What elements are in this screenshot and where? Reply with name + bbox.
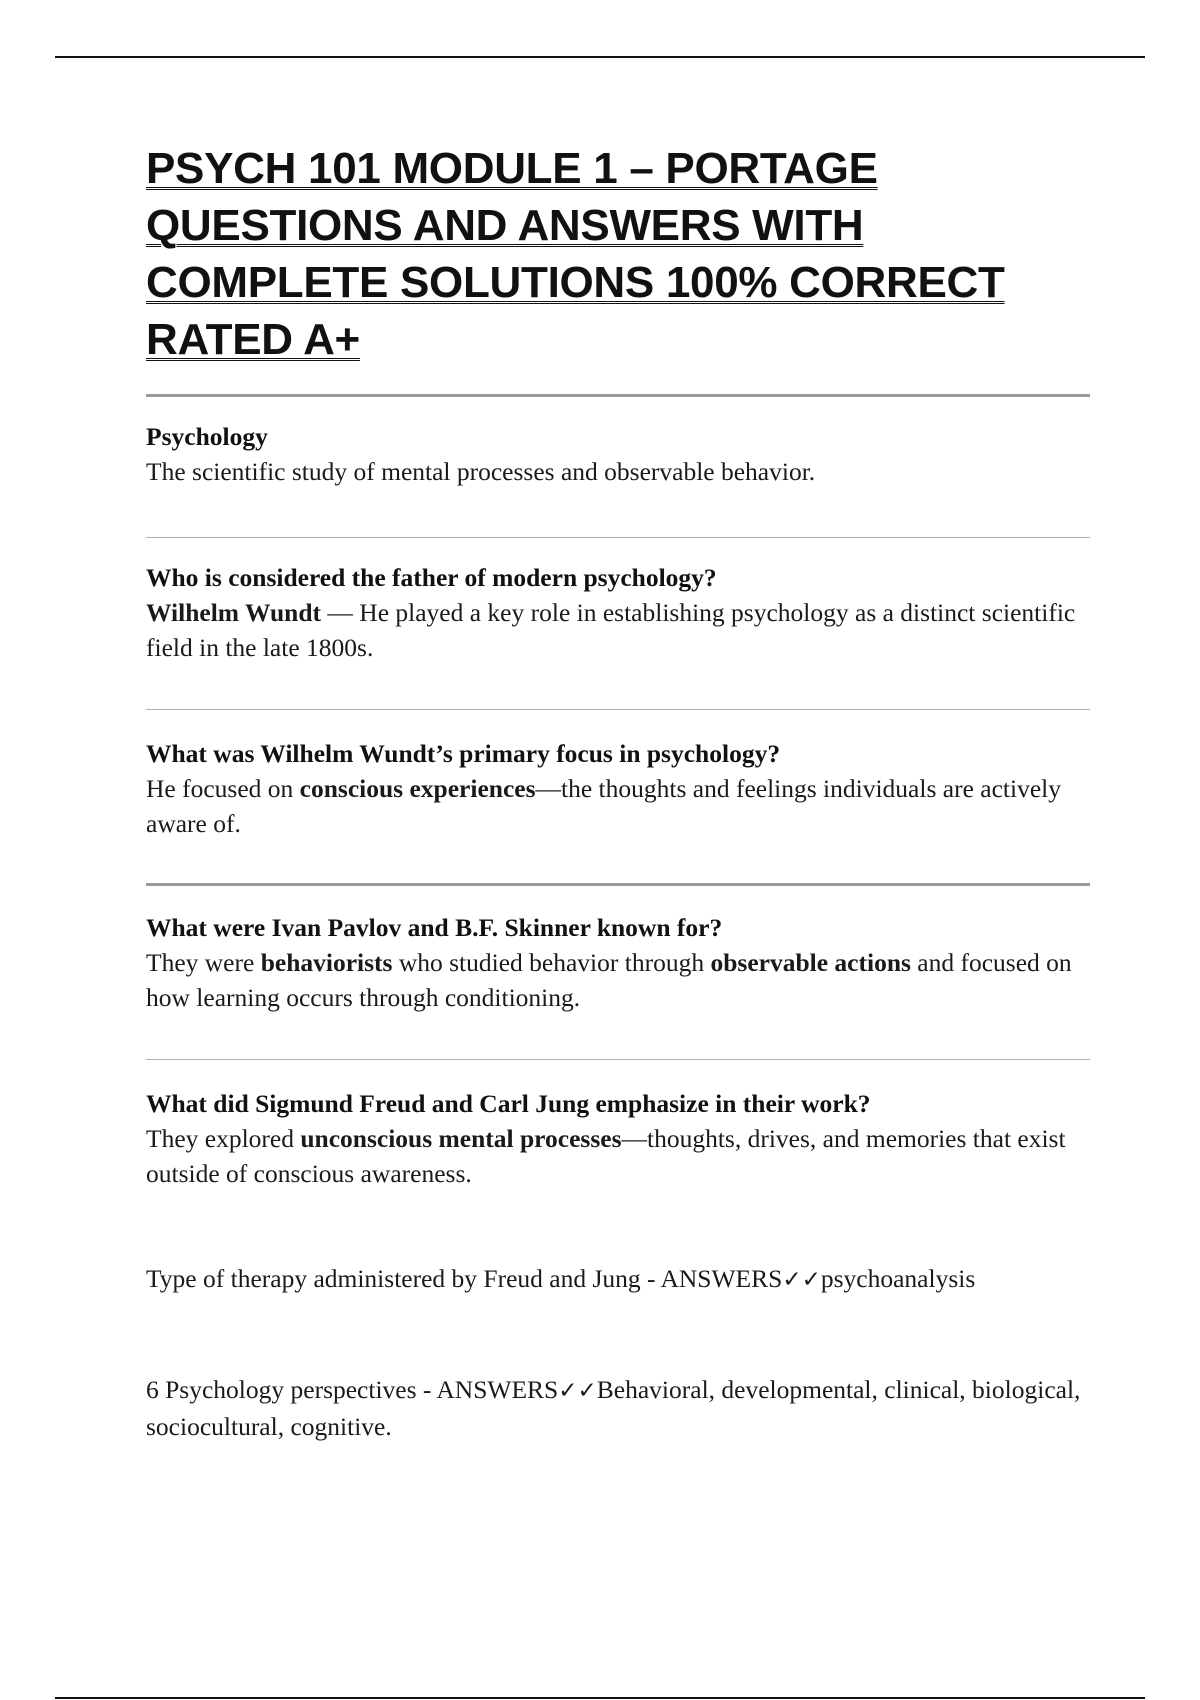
answer-text: — He played a key role in establishing psychology as a distinct scientific field in the late 1800s.	[146, 598, 1076, 662]
entry-psychology	[146, 419, 1090, 489]
answer-text: They explored	[146, 1124, 301, 1153]
answer-text: They were	[146, 948, 261, 977]
entry-pavlov-skinner	[146, 910, 1090, 1015]
answer-text: who studied behavior through	[392, 948, 711, 977]
answer-text: —the thoughts and feelings individuals are actively aware of.	[146, 774, 1061, 838]
question: Who is considered the father of modern psychology?	[146, 563, 717, 592]
answer	[146, 945, 1090, 1015]
document-body	[146, 140, 1090, 1444]
definition: The scientific study of mental processes and observable behavior.	[146, 457, 816, 486]
entry-father-of-psychology	[146, 560, 1090, 665]
plain-item-therapy	[146, 1261, 1090, 1298]
document-title: PSYCH 101 MODULE 1 – PORTAGE QUESTIONS AND ANSWERS WITH COMPLETE SOLUTIONS 100% CORRECT RATED A+	[146, 144, 1005, 364]
answer-text: He focused on	[146, 774, 300, 803]
answer	[146, 595, 1090, 665]
term: Psychology	[146, 422, 268, 451]
answer-text: —thoughts, drives, and memories that exist outside of conscious awareness.	[146, 1124, 1066, 1188]
answer	[146, 1121, 1090, 1191]
entry-separator	[146, 537, 1090, 538]
answer-bold: unconscious mental processes	[300, 1124, 622, 1153]
entry-separator	[146, 1059, 1090, 1060]
answer-bold: conscious experiences	[299, 774, 536, 803]
entry-wundt-focus	[146, 736, 1090, 841]
answer-bold: observable actions	[710, 948, 911, 977]
page-top-rule	[55, 56, 1145, 58]
plain-answer: Behavioral, developmental, clinical, biological, sociocultural, cognitive.	[146, 1375, 1081, 1441]
entry-separator	[146, 709, 1090, 710]
entry-separator	[146, 883, 1090, 886]
answer-text: and focused on how learning occurs through conditioning.	[146, 948, 1072, 1012]
answer-bold: behaviorists	[260, 948, 393, 977]
page-bottom-rule	[55, 1697, 1145, 1699]
check-icon: ✓✓	[558, 1378, 597, 1404]
answer-bold: Wilhelm Wundt	[146, 598, 322, 627]
question: What did Sigmund Freud and Carl Jung emphasize in their work?	[146, 1089, 871, 1118]
check-icon: ✓✓	[782, 1267, 821, 1293]
question: What were Ivan Pavlov and B.F. Skinner known for?	[146, 913, 723, 942]
plain-answer: psychoanalysis	[820, 1264, 976, 1293]
plain-prompt: 6 Psychology perspectives - ANSWERS	[146, 1375, 559, 1404]
entry-freud-jung	[146, 1086, 1090, 1191]
plain-prompt: Type of therapy administered by Freud and Jung - ANSWERS	[146, 1264, 783, 1293]
plain-item-perspectives	[146, 1372, 1090, 1444]
title-separator	[146, 394, 1090, 397]
answer	[146, 771, 1090, 841]
question: What was Wilhelm Wundt’s primary focus in psychology?	[146, 739, 781, 768]
